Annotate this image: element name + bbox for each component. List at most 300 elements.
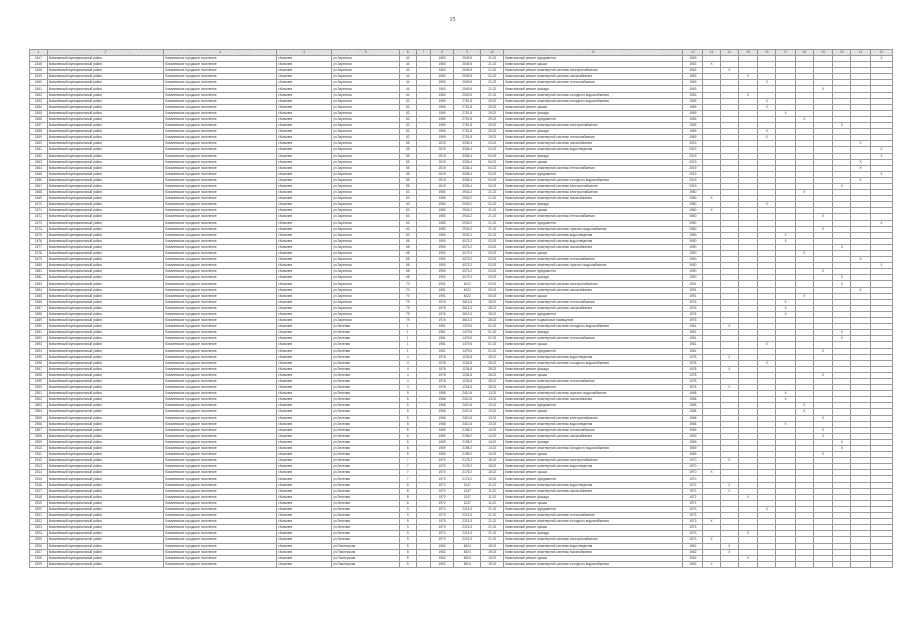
table-cell: 2521 [30, 513, 48, 519]
table-cell: 2943.2 [454, 214, 481, 220]
table-cell: Капитальный ремонт инженерной системы холодного водоснабжения [504, 92, 683, 98]
table-cell: г.Ковалев [276, 110, 331, 116]
table-cell: 6 [399, 446, 416, 452]
table-cell: 21.02 [481, 208, 504, 214]
table-cell: 7 [399, 476, 416, 482]
column-header: 16 [758, 50, 776, 56]
table-cell: 52 [399, 98, 416, 104]
table-cell: Ковалевский муниципальный район [47, 500, 164, 506]
table-cell: 2943.2 [454, 196, 481, 202]
table-cell: Ковалевское городское поселение [164, 183, 277, 189]
table-cell: ул.Заречная [332, 257, 400, 263]
table-cell: 1973 [683, 506, 703, 512]
table-cell: Ковалевский муниципальный район [47, 391, 164, 397]
table-cell: Ковалевское городское поселение [164, 281, 277, 287]
table-cell: 7 [399, 470, 416, 476]
table-cell: 1961 [683, 336, 703, 342]
table-cell: Ковалевское городское поселение [164, 482, 277, 488]
table-cell: Капитальный ремонт фасада [504, 494, 683, 500]
table-cell: Ковалевский муниципальный район [47, 519, 164, 525]
table-cell: Ковалевское городское поселение [164, 293, 277, 299]
table-cell: 1963 [683, 74, 703, 80]
table-cell: 2215.3 [454, 525, 481, 531]
table-cell: ул.Пионерская [332, 549, 400, 555]
column-header: 11 [504, 50, 683, 56]
table-cell: 1479.6 [454, 324, 481, 330]
table-cell: ул.Зеленая [332, 385, 400, 391]
table-cell: 04.02 [481, 183, 504, 189]
table-cell: 9 [399, 519, 416, 525]
table-cell: г.Ковалев [276, 378, 331, 384]
table-cell: 3613.3 [454, 311, 481, 317]
table-cell: 2524 [30, 531, 48, 537]
table-cell: ул.Зеленая [332, 506, 400, 512]
table-cell: X [795, 190, 813, 196]
table-cell: 1978 [431, 360, 454, 366]
table-cell: Ковалевское городское поселение [164, 287, 277, 293]
table-cell: 1970 [683, 476, 703, 482]
table-cell: Капитальный ремонт крыши [504, 470, 683, 476]
table-cell: 4073.2 [454, 263, 481, 269]
table-cell: 55 [399, 153, 416, 159]
table-cell: ул.Заречная [332, 80, 400, 86]
table-cell: 1969 [431, 452, 454, 458]
table-cell: Ковалевский муниципальный район [47, 202, 164, 208]
table-cell: 3613.3 [454, 299, 481, 305]
table-cell: ул.Заречная [332, 147, 400, 153]
table-cell: 1980 [683, 226, 703, 232]
table-cell: 1973 [683, 537, 703, 543]
table-cell: 01.02 [481, 330, 504, 336]
table-cell: ул.Заречная [332, 287, 400, 293]
table-cell: 2516 [30, 482, 48, 488]
table-cell: 70 [399, 281, 416, 287]
table-cell: 55 [399, 141, 416, 147]
table-cell: 1973 [683, 525, 703, 531]
table-cell: 1969 [431, 439, 454, 445]
table-cell: 63 [399, 190, 416, 196]
table-cell: 5 [399, 421, 416, 427]
table-cell: 9 [399, 531, 416, 537]
table-cell: 4 [399, 354, 416, 360]
table-cell: 2019 [431, 159, 454, 165]
table-cell: Ковалевское городское поселение [164, 561, 277, 567]
table-cell: 21.02 [481, 62, 504, 68]
table-cell: г.Ковалев [276, 62, 331, 68]
table-cell: 2943.2 [454, 202, 481, 208]
table-cell: 2019 [431, 183, 454, 189]
table-cell: 2215.3 [454, 506, 481, 512]
table-cell: Капитальный ремонт инженерной системы теплоснабжения [504, 336, 683, 342]
table-cell: 5 [399, 561, 416, 567]
table-cell: 44 [399, 68, 416, 74]
table-cell: Ковалевский муниципальный район [47, 56, 164, 62]
table-cell: 1980 [431, 196, 454, 202]
table-cell: г.Ковалев [276, 452, 331, 458]
table-cell: Ковалевское городское поселение [164, 372, 277, 378]
table-cell: 44 [399, 80, 416, 86]
table-cell: ул.Заречная [332, 263, 400, 269]
table-cell: 4073.2 [454, 238, 481, 244]
table-cell: Ковалевское городское поселение [164, 92, 277, 98]
table-cell: 1479.6 [454, 342, 481, 348]
table-cell: Ковалевский муниципальный район [47, 366, 164, 372]
table-cell: ул.Заречная [332, 275, 400, 281]
table-cell: 2487 [30, 305, 48, 311]
table-cell: 3336.4 [454, 159, 481, 165]
table-cell: X [813, 415, 833, 421]
table-cell: 1980 [431, 226, 454, 232]
table-cell: г.Ковалев [276, 360, 331, 366]
table-cell: 9 [399, 537, 416, 543]
table-cell: 2511 [30, 452, 48, 458]
table-cell: г.Ковалев [276, 305, 331, 311]
table-cell: Ковалевское городское поселение [164, 336, 277, 342]
table-cell: Ковалевский муниципальный район [47, 281, 164, 287]
table-cell: X [776, 232, 796, 238]
table-cell: 1990 [683, 244, 703, 250]
table-cell: 2467 [30, 183, 48, 189]
table-cell: 2527 [30, 549, 48, 555]
table-cell: 6 [399, 433, 416, 439]
table-cell: 29.02 [481, 135, 504, 141]
table-cell: Ковалевское городское поселение [164, 397, 277, 403]
table-cell: X [758, 135, 776, 141]
table-cell: 44 [399, 86, 416, 92]
table-cell: Ковалевское городское поселение [164, 116, 277, 122]
table-cell: г.Ковалев [276, 476, 331, 482]
table-cell: Ковалевское городское поселение [164, 525, 277, 531]
table-cell: 52 [399, 129, 416, 135]
table-cell: Капитальный ремонт инженерной системы электроснабжения [504, 190, 683, 196]
table-cell: 1963 [431, 56, 454, 62]
table-cell: 52 [399, 110, 416, 116]
table-cell: Ковалевское городское поселение [164, 165, 277, 171]
table-cell: 28.02 [481, 372, 504, 378]
table-cell: 2485 [30, 293, 48, 299]
table-cell: 2215.3 [454, 519, 481, 525]
table-cell: 1969 [683, 110, 703, 116]
table-cell: X [758, 506, 776, 512]
table-cell: Ковалевский муниципальный район [47, 336, 164, 342]
table-cell: 29.02 [481, 98, 504, 104]
table-cell: Капитальный ремонт инженерной системы холодного водоснабжения [504, 561, 683, 567]
table-cell: 2498 [30, 372, 48, 378]
table-cell: 4073.2 [454, 244, 481, 250]
table-cell: Капитальный ремонт крыши [504, 525, 683, 531]
table-cell: 5 [399, 415, 416, 421]
table-cell: 1963 [683, 62, 703, 68]
table-cell: Ковалевский муниципальный район [47, 275, 164, 281]
table-cell: Капитальный ремонт инженерной системы газоснабжения [504, 74, 683, 80]
table-cell: 7 [399, 464, 416, 470]
table-cell: 8 [399, 494, 416, 500]
table-cell: 3613.3 [454, 318, 481, 324]
table-cell: Ковалевский муниципальный район [47, 415, 164, 421]
column-header: 9 [454, 50, 481, 56]
table-cell: 11.02 [481, 494, 504, 500]
table-cell: Капитальный ремонт инженерной системы водоотведения [504, 232, 683, 238]
table-cell: г.Ковалев [276, 561, 331, 567]
table-cell: 1961 [431, 336, 454, 342]
table-cell: 52 [399, 135, 416, 141]
table-cell: 2512 [30, 458, 48, 464]
table-cell: Капитальный ремонт фундамента [504, 506, 683, 512]
table-cell: 1980 [683, 196, 703, 202]
table-cell: 2410.6 [454, 403, 481, 409]
table-cell: X [776, 311, 796, 317]
table-cell: Капитальный ремонт фундамента [504, 311, 683, 317]
table-cell [813, 561, 833, 567]
table-cell: 6 [399, 452, 416, 458]
table-cell: Ковалевское городское поселение [164, 354, 277, 360]
table-cell: ул.Зеленая [332, 421, 400, 427]
table-cell: ул.Зеленая [332, 372, 400, 378]
table-cell: X [738, 531, 758, 537]
table-cell: 21.02 [481, 519, 504, 525]
table-cell: г.Ковалев [276, 56, 331, 62]
table-cell: Ковалевское городское поселение [164, 299, 277, 305]
table-cell: Капитальный ремонт крыши [504, 62, 683, 68]
table-cell: г.Ковалев [276, 318, 331, 324]
table-cell: Капитальный ремонт фасада [504, 153, 683, 159]
table-cell: 8 [399, 482, 416, 488]
table-cell: Капитальный ремонт инженерной системы холодного водоснабжения [504, 446, 683, 452]
table-cell: X [720, 488, 738, 494]
table-cell: г.Ковалев [276, 244, 331, 250]
table-cell: 28.02 [481, 311, 504, 317]
table-cell: Ковалевское городское поселение [164, 263, 277, 269]
table-cell: 13.02 [481, 397, 504, 403]
table-cell: Ковалевский муниципальный район [47, 135, 164, 141]
table-cell: Капитальный ремонт фасада [504, 366, 683, 372]
table-cell: 1961 [431, 348, 454, 354]
table-cell: 1969 [683, 104, 703, 110]
table-cell: X [703, 62, 721, 68]
table-cell: 4022 [454, 287, 481, 293]
table-cell: Ковалевское городское поселение [164, 74, 277, 80]
table-cell: 1968 [683, 409, 703, 415]
table-cell: 1990 [683, 257, 703, 263]
table-cell: ул.Зеленая [332, 330, 400, 336]
table-cell: 2483 [30, 281, 48, 287]
column-header: 15 [738, 50, 758, 56]
table-cell: 2503 [30, 403, 48, 409]
table-cell: 1980 [431, 202, 454, 208]
table-cell: 70 [399, 293, 416, 299]
table-cell: Ковалевский муниципальный район [47, 74, 164, 80]
table-cell: 2522 [30, 519, 48, 525]
table-cell: 2215.3 [454, 531, 481, 537]
table-cell: Ковалевский муниципальный район [47, 446, 164, 452]
table-cell: Капитальный ремонт фасада [504, 439, 683, 445]
table-cell: 1 [399, 324, 416, 330]
table-cell: г.Ковалев [276, 281, 331, 287]
table-cell: X [833, 281, 851, 287]
table-cell: г.Ковалев [276, 232, 331, 238]
table-cell: 2453 [30, 98, 48, 104]
table-cell: 4022 [454, 293, 481, 299]
table-cell: 1961 [683, 330, 703, 336]
table-cell: 1247 [454, 500, 481, 506]
table-cell: Капитальный ремонт фундамента [504, 171, 683, 177]
table-cell: г.Ковалев [276, 299, 331, 305]
table-cell: 1990 [683, 275, 703, 281]
table-cell: 1973 [431, 525, 454, 531]
table-cell: X [813, 226, 833, 232]
table-cell: Капитальный ремонт инженерной системы электроснабжения [504, 415, 683, 421]
table-cell: Ковалевское городское поселение [164, 135, 277, 141]
table-cell: 29.02 [481, 116, 504, 122]
table-cell: 2751.8 [454, 110, 481, 116]
table-cell: Капитальный ремонт инженерной системы теплоснабжения [504, 80, 683, 86]
table-cell: 1991 [431, 281, 454, 287]
table-cell: 52 [399, 123, 416, 129]
table-cell: г.Ковалев [276, 220, 331, 226]
table-cell: 03.02 [481, 269, 504, 275]
table-cell: Ковалевское городское поселение [164, 324, 277, 330]
table-cell: 2471 [30, 208, 48, 214]
table-cell: Капитальный ремонт инженерной системы газоснабжения [504, 287, 683, 293]
table-cell: 2494 [30, 348, 48, 354]
table-cell: Ковалевский муниципальный район [47, 543, 164, 549]
table-cell: 68 [399, 257, 416, 263]
table-cell: г.Ковалев [276, 409, 331, 415]
table-cell: Ковалевский муниципальный район [47, 354, 164, 360]
column-header: 17 [776, 50, 796, 56]
table-cell: Ковалевский муниципальный район [47, 525, 164, 531]
table-cell: Капитальный ремонт инженерной системы холодного водоснабжения [504, 519, 683, 525]
table-cell: Ковалевский муниципальный район [47, 190, 164, 196]
table-cell: Ковалевское городское поселение [164, 86, 277, 92]
table-cell: 2461 [30, 147, 48, 153]
table-cell: 1990 [431, 251, 454, 257]
table-cell: г.Ковалев [276, 458, 331, 464]
table-cell: Ковалевский муниципальный район [47, 506, 164, 512]
table-cell: ул.Заречная [332, 104, 400, 110]
table-cell: 2477 [30, 244, 48, 250]
table-cell: г.Ковалев [276, 190, 331, 196]
table-cell: ул.Зеленая [332, 525, 400, 531]
table-cell: 01.02 [481, 342, 504, 348]
table-cell: X [758, 360, 776, 366]
table-cell: 70 [399, 287, 416, 293]
table-cell: ул.Заречная [332, 318, 400, 324]
table-cell: 2446 [30, 62, 48, 68]
table-cell: 1969 [431, 427, 454, 433]
table-cell: 2465 [30, 171, 48, 177]
table-cell: Капитальный ремонт крыши [504, 208, 683, 214]
table-cell: 1968 [431, 403, 454, 409]
table-cell: 1969 [431, 135, 454, 141]
table-cell: 9 [399, 513, 416, 519]
table-cell: Ковалевское городское поселение [164, 348, 277, 354]
table-cell: 13.02 [481, 421, 504, 427]
table-cell: ул.Зеленая [332, 403, 400, 409]
table-cell: 2496 [30, 360, 48, 366]
table-cell: ул.Заречная [332, 269, 400, 275]
table-cell: Ковалевское городское поселение [164, 555, 277, 561]
table-cell: 2215.3 [454, 537, 481, 543]
table-cell: 1978 [431, 372, 454, 378]
table-cell: 1972 [683, 494, 703, 500]
table-cell: 1968 [683, 391, 703, 397]
table-cell: ул.Заречная [332, 110, 400, 116]
table-cell: 2505 [30, 415, 48, 421]
table-cell: 63 [399, 232, 416, 238]
table-cell: X [833, 330, 851, 336]
table-cell: Капитальный ремонт крыши [504, 342, 683, 348]
table-cell: 1978 [683, 360, 703, 366]
table-cell: ул.Зеленая [332, 427, 400, 433]
table-cell: г.Ковалев [276, 311, 331, 317]
table-cell: 1234.8 [454, 372, 481, 378]
table-cell: 1969 [683, 433, 703, 439]
table-cell: Ковалевский муниципальный район [47, 537, 164, 543]
table-cell: Ковалевский муниципальный район [47, 86, 164, 92]
table-cell: 1247 [454, 488, 481, 494]
column-header: 12 [683, 50, 703, 56]
table-cell: ул.Заречная [332, 311, 400, 317]
table-cell: 2019 [431, 165, 454, 171]
table-cell: ул.Заречная [332, 159, 400, 165]
table-cell: 2019 [683, 165, 703, 171]
table-cell: 79 [399, 299, 416, 305]
table-cell: X [776, 391, 796, 397]
table-cell: 1963 [683, 92, 703, 98]
table-cell: ул.Зеленая [332, 494, 400, 500]
table-cell: ул.Пионерская [332, 555, 400, 561]
table-cell: ул.Заречная [332, 281, 400, 287]
table-cell: Ковалевское городское поселение [164, 513, 277, 519]
table-cell: X [720, 324, 738, 330]
table-cell: X [833, 336, 851, 342]
table-cell: г.Ковалев [276, 354, 331, 360]
table-cell: г.Ковалев [276, 196, 331, 202]
table-cell: 1968 [431, 415, 454, 421]
table-cell: 1991 [683, 287, 703, 293]
table-cell: ул.Заречная [332, 238, 400, 244]
table-cell: 2549.5 [454, 74, 481, 80]
table-cell: Капитальный ремонт инженерной системы электроснабжения [504, 281, 683, 287]
table-cell: 5 [399, 403, 416, 409]
table-cell: ул.Зеленая [332, 378, 400, 384]
table-cell: 1969 [683, 427, 703, 433]
table-cell: Капитальный ремонт инженерной системы газоснабжения [504, 397, 683, 403]
table-cell: Ковалевский муниципальный район [47, 159, 164, 165]
table-cell: Ковалевское городское поселение [164, 385, 277, 391]
table-cell: 5 [399, 397, 416, 403]
table-cell: 63 [399, 202, 416, 208]
table-cell: 2472 [30, 214, 48, 220]
table-cell: 15.02 [481, 476, 504, 482]
table-cell: 1976 [431, 318, 454, 324]
table-cell: 4073.2 [454, 275, 481, 281]
table-cell: Капитальный ремонт инженерной системы газоснабжения [504, 433, 683, 439]
table-cell: 1968 [683, 397, 703, 403]
table-cell: ул.Заречная [332, 129, 400, 135]
table-cell: 2517 [30, 488, 48, 494]
table-cell: 3336.4 [454, 171, 481, 177]
table-cell: 04.02 [481, 171, 504, 177]
table-cell: 21.02 [481, 214, 504, 220]
table-cell: Капитальный ремонт инженерной системы водоотведения [504, 421, 683, 427]
table-cell: Ковалевское городское поселение [164, 519, 277, 525]
table-cell: 03.02 [481, 263, 504, 269]
table-cell: 1962 [431, 543, 454, 549]
table-cell: 1973 [431, 506, 454, 512]
table-cell: Капитальный ремонт фундамента [504, 269, 683, 275]
